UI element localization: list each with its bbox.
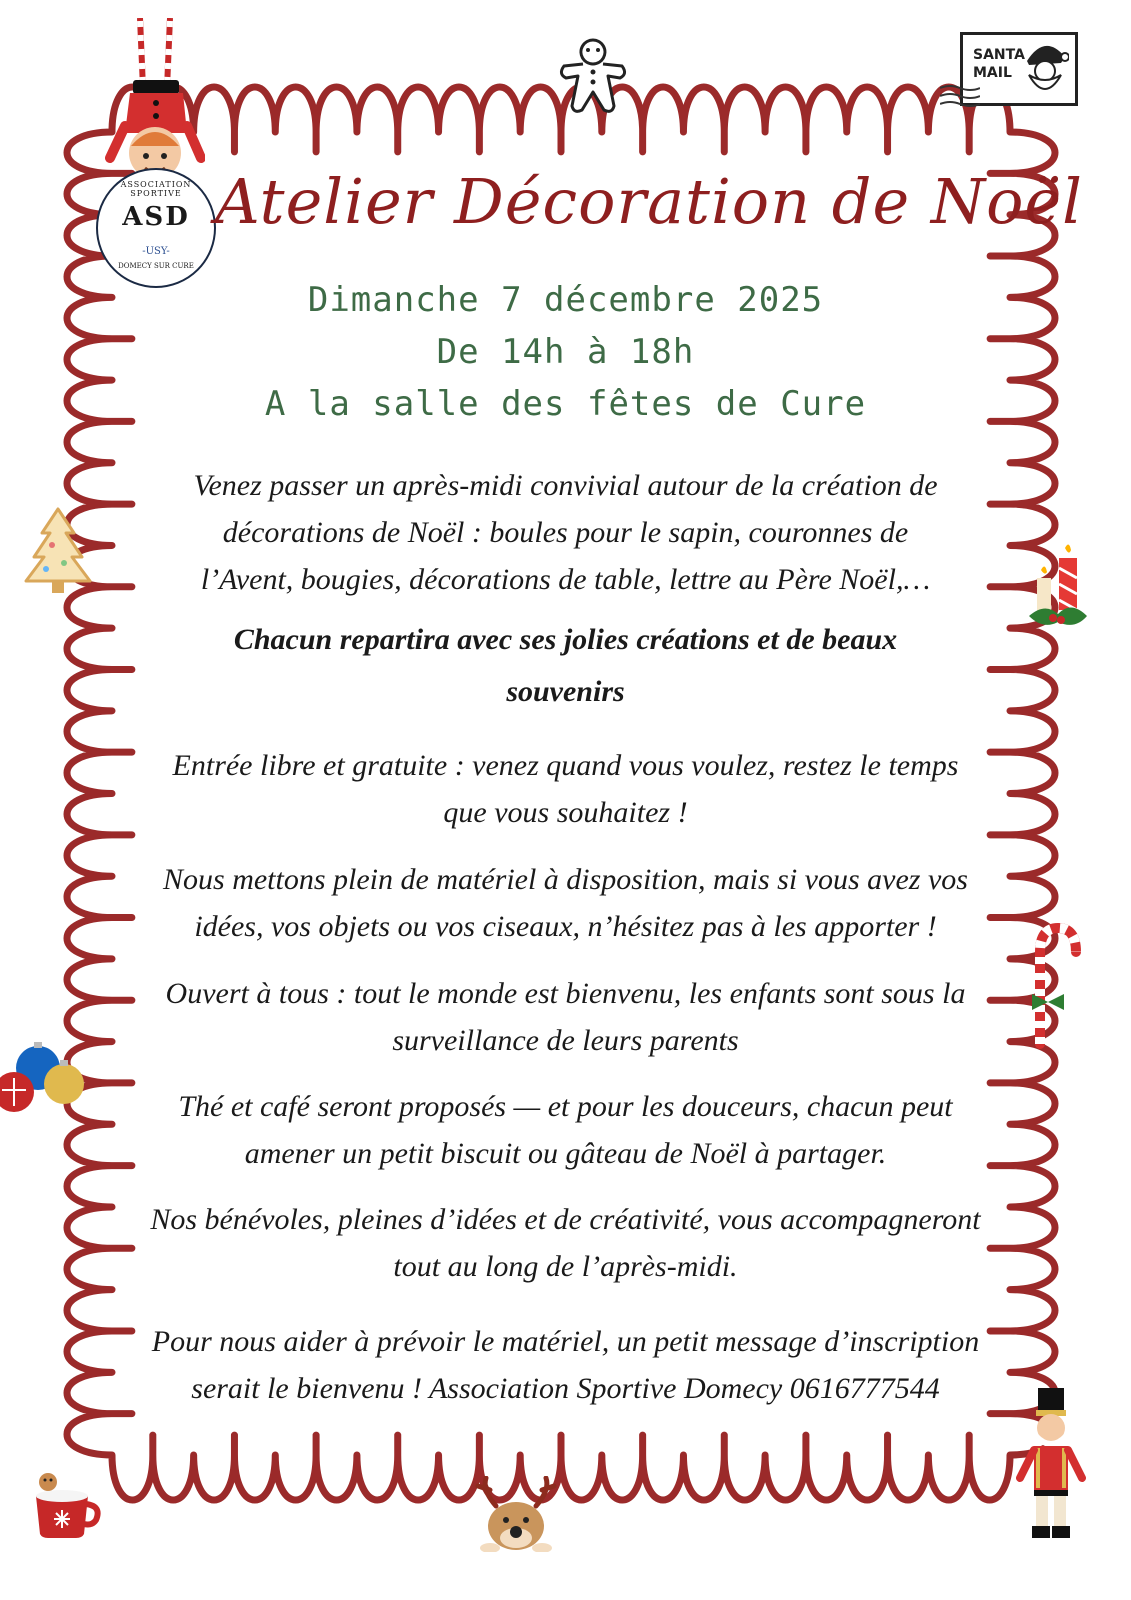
event-time: De 14h à 18h bbox=[436, 332, 695, 372]
event-place: A la salle des fêtes de Cure bbox=[264, 384, 867, 424]
nutcracker-icon bbox=[1016, 1386, 1086, 1546]
elf-icon bbox=[105, 18, 205, 188]
logo-letters: ASD bbox=[122, 202, 190, 232]
cookie-tree-icon bbox=[22, 505, 94, 597]
highlight-paragraph bbox=[145, 614, 986, 718]
refreshments-paragraph bbox=[145, 1083, 986, 1177]
intro-line: Venez passer un après-midi convivial autour de la création de bbox=[193, 469, 938, 502]
registration-paragraph bbox=[145, 1318, 986, 1412]
intro-line: l’Avent, bougies, décorations de table, lettre au Père Noël,… bbox=[200, 563, 931, 596]
logo-sub: -USY- bbox=[142, 246, 170, 257]
registration-line: serait le bienvenu ! Association Sportive Domecy 0616777544 bbox=[191, 1372, 940, 1405]
refreshments-line: amener un petit biscuit ou gâteau de Noël à partager. bbox=[244, 1137, 887, 1170]
gingerbread-man-icon bbox=[556, 36, 630, 116]
reindeer-icon bbox=[468, 1476, 564, 1552]
stamp-text-line2: MAIL bbox=[973, 65, 1012, 81]
volunteers-line: Nos bénévoles, pleines d’idées et de créativité, vous accompagneront bbox=[150, 1203, 981, 1236]
highlight-line: souvenirs bbox=[506, 675, 625, 708]
highlight-line: Chacun repartira avec ses jolies créations et de beaux bbox=[233, 623, 898, 656]
refreshments-line: Thé et café seront proposés — et pour les douceurs, chacun peut bbox=[178, 1090, 953, 1123]
logo-arc-text: ASSOCIATION SPORTIVE bbox=[120, 180, 192, 198]
volunteers-paragraph bbox=[145, 1196, 986, 1290]
entry-paragraph bbox=[145, 742, 986, 836]
candy-cane-icon bbox=[1026, 922, 1082, 1052]
material-line: Nous mettons plein de matériel à disposition, mais si vous avez vos bbox=[163, 863, 968, 896]
material-paragraph bbox=[145, 856, 986, 950]
candles-icon bbox=[1025, 540, 1091, 632]
open-line: surveillance de leurs parents bbox=[392, 1024, 739, 1057]
stamp-text-line1: SANTA bbox=[973, 47, 1025, 63]
material-line: idées, vos objets ou vos ciseaux, n’hésitez pas à les apporter ! bbox=[194, 910, 937, 943]
postmark-lines bbox=[940, 82, 980, 112]
event-date: Dimanche 7 décembre 2025 bbox=[307, 280, 824, 320]
open-paragraph bbox=[145, 970, 986, 1064]
entry-line: que vous souhaitez ! bbox=[443, 796, 688, 829]
logo-town: DOMECY SUR CURE bbox=[118, 262, 194, 270]
entry-line: Entrée libre et gratuite : venez quand vous voulez, restez le temps bbox=[172, 749, 959, 782]
cocoa-mug-icon bbox=[26, 1462, 104, 1540]
intro-paragraph bbox=[145, 462, 986, 603]
intro-line: décorations de Noël : boules pour le sapin, couronnes de bbox=[222, 516, 909, 549]
open-line: Ouvert à tous : tout le monde est bienvenu, les enfants sont sous la bbox=[165, 977, 966, 1010]
ornaments-icon bbox=[0, 1040, 88, 1116]
page-title: Atelier Décoration de Noël bbox=[215, 165, 1083, 238]
volunteers-line: tout au long de l’après-midi. bbox=[393, 1250, 738, 1283]
association-logo bbox=[96, 168, 216, 288]
registration-line: Pour nous aider à prévoir le matériel, un petit message d’inscription bbox=[151, 1325, 980, 1358]
